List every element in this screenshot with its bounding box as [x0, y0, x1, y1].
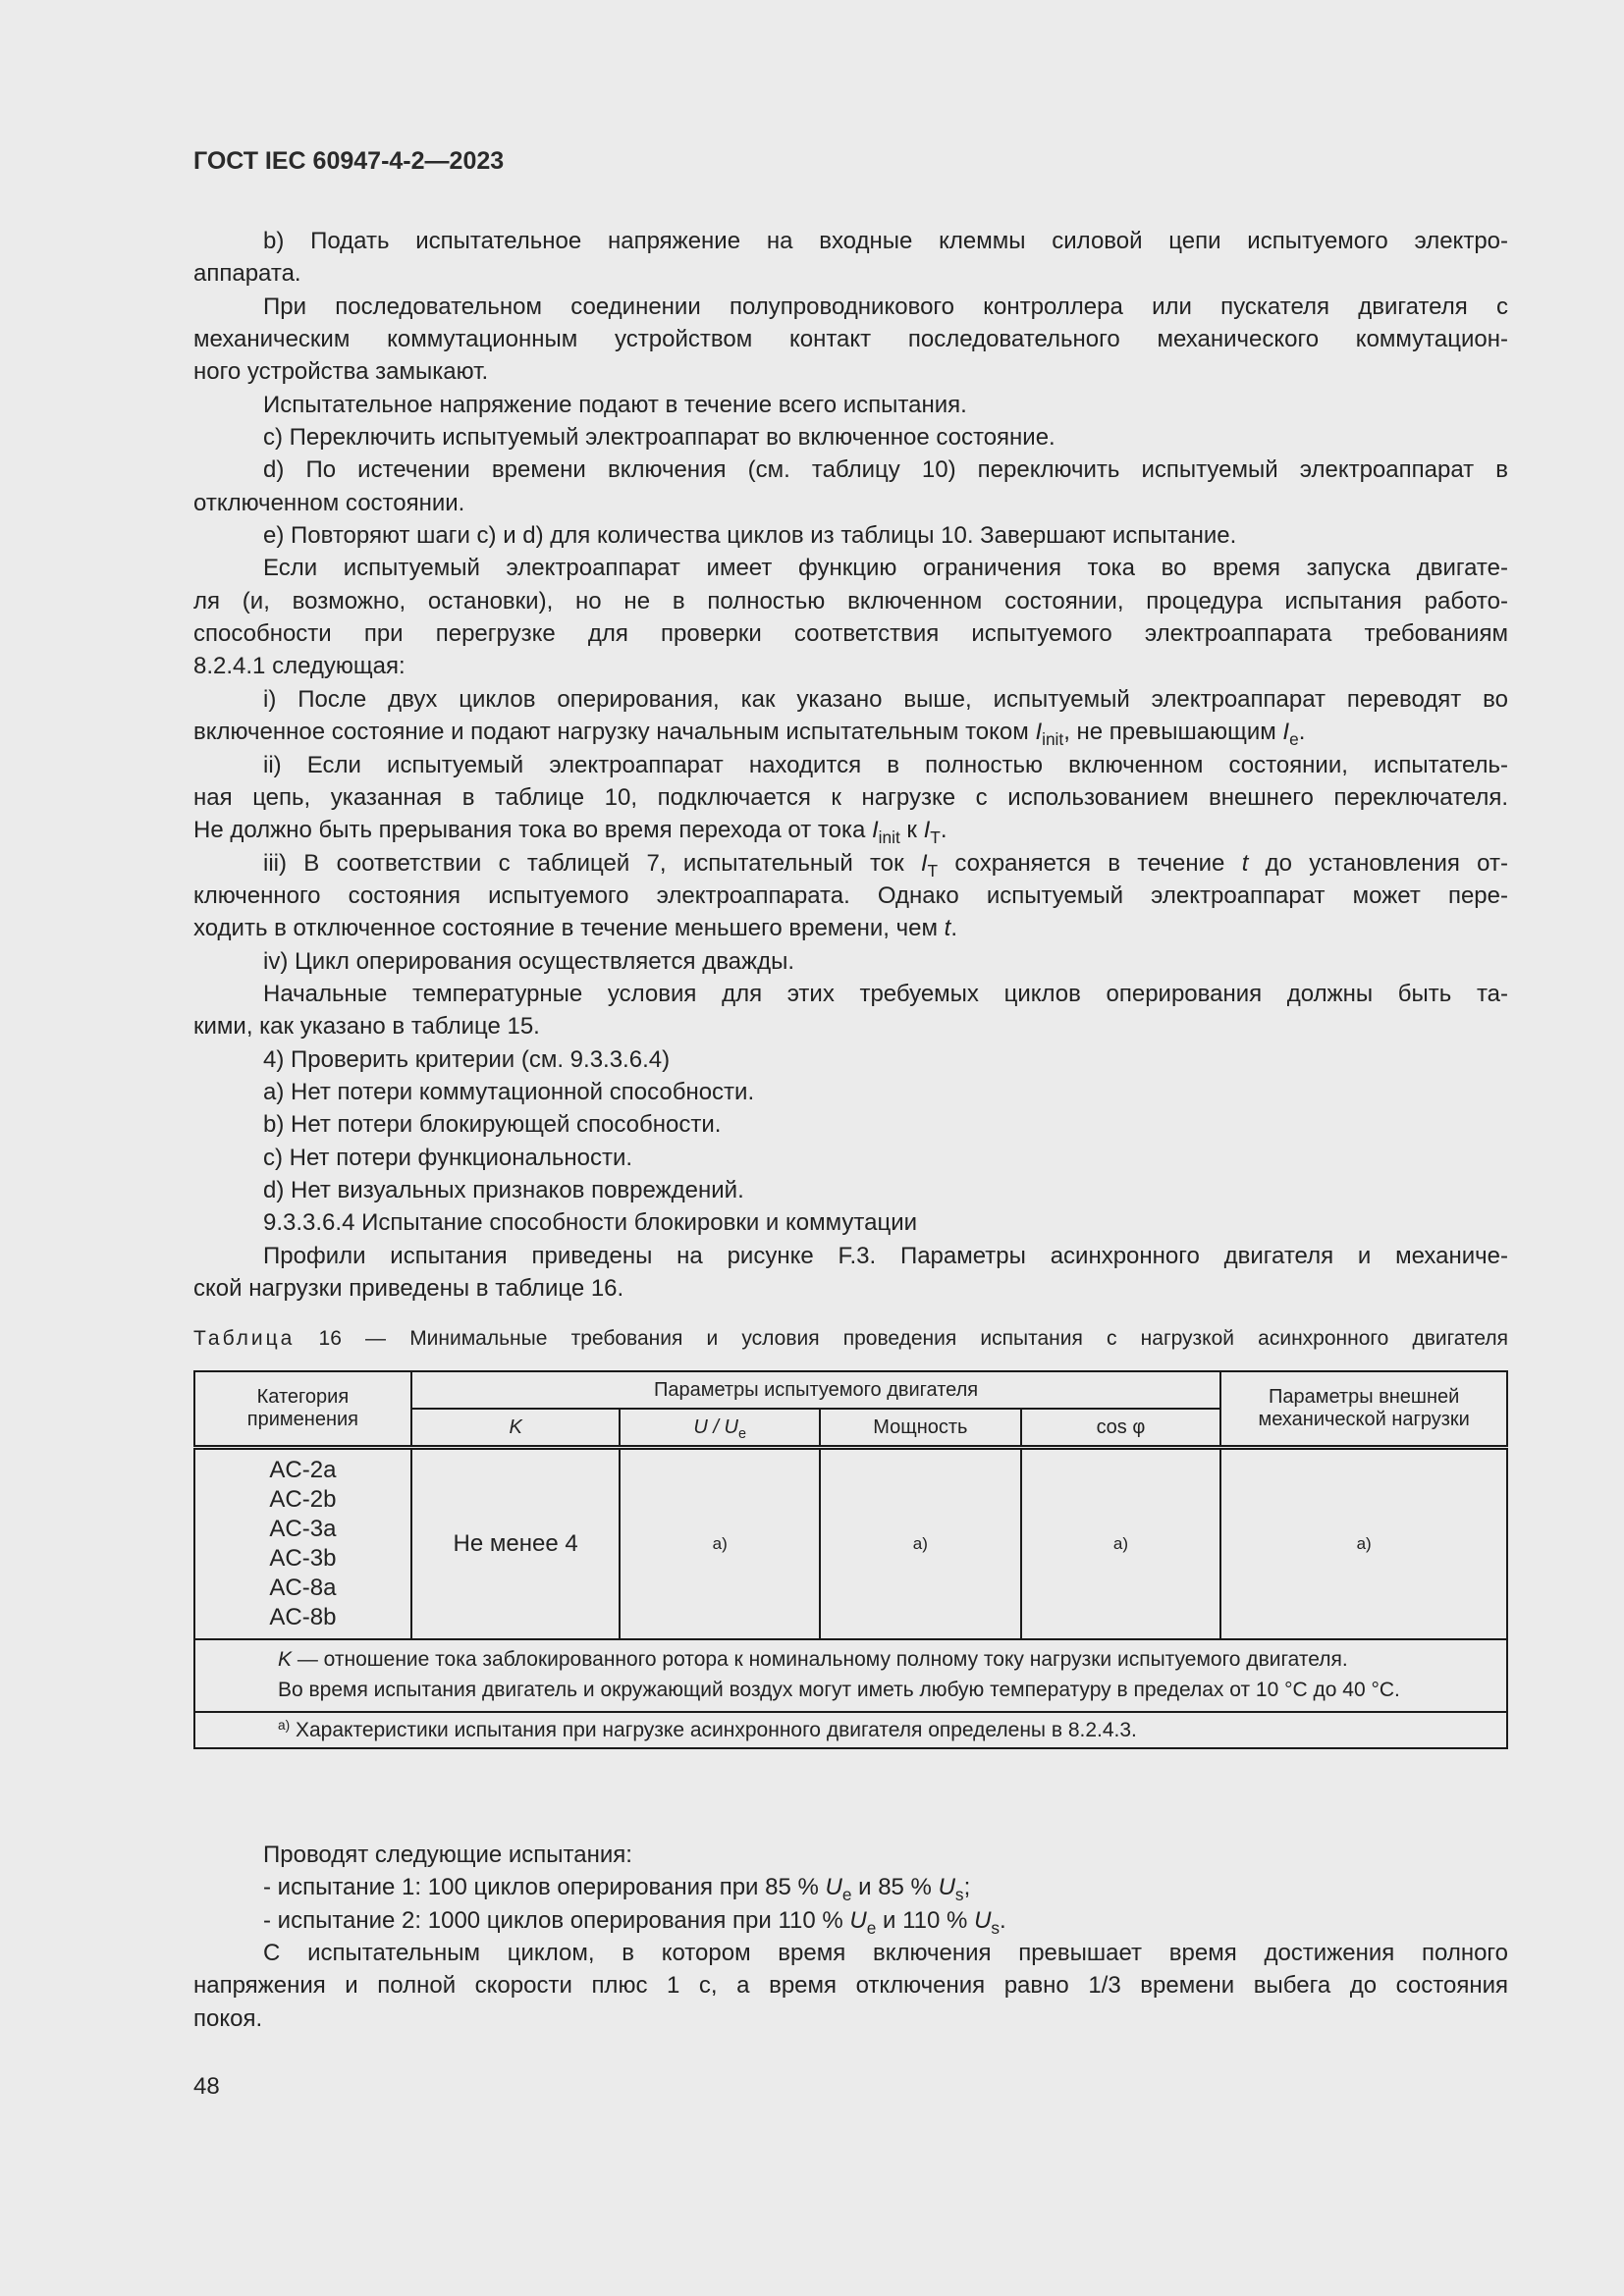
- italic-symbol: I: [1282, 719, 1290, 746]
- text-segment: 8.2.4.1 следующая:: [193, 653, 406, 680]
- text-segment: аппарата.: [193, 260, 301, 288]
- italic-symbol: I: [1035, 719, 1043, 746]
- text-line: [193, 2002, 1508, 2035]
- body-text: [193, 225, 1508, 1305]
- italic-symbol: t: [1241, 849, 1249, 877]
- table-caption: [193, 1327, 1508, 1351]
- subscript: T: [930, 828, 941, 847]
- text-line: [193, 1043, 1508, 1076]
- text-line: [193, 323, 1508, 355]
- text-segment: При последовательном соединении полупроводникового контроллера или пускателя двигателя с: [263, 293, 1508, 320]
- subscript: init: [1042, 729, 1064, 749]
- header-u-sub: e: [737, 1425, 746, 1442]
- text-segment: c) Нет потери функциональности.: [263, 1144, 633, 1171]
- text-line: [193, 454, 1508, 486]
- text-line: [193, 945, 1508, 978]
- text-segment: .: [1000, 1906, 1006, 1934]
- footnote-mark: a): [278, 1718, 291, 1734]
- category-item: AC-8b: [269, 1604, 337, 1630]
- text-segment: iv) Цикл оперирования осуществляется дважды.: [263, 947, 794, 975]
- text-segment: кими, как указано в таблице 15.: [193, 1013, 540, 1041]
- text-segment: ная цепь, указанная в таблице 10, подключается к нагрузке с использованием внешнего переключателя.: [193, 783, 1508, 811]
- text-line: [193, 552, 1508, 584]
- text-segment: , не превышающим: [1063, 719, 1283, 746]
- text-line: [193, 683, 1508, 716]
- subscript: init: [878, 828, 900, 847]
- text-segment: .: [950, 915, 958, 942]
- italic-symbol: U: [938, 1874, 955, 1901]
- text-segment: 4) Проверить критерии (см. 9.3.3.6.4): [263, 1045, 671, 1073]
- text-segment: включенное состояние и подают нагрузку начальным испытательным током: [193, 719, 1036, 746]
- subscript: s: [954, 1885, 964, 1904]
- page-number: 48: [193, 2073, 220, 2100]
- text-line: [193, 978, 1508, 1010]
- text-line: [193, 1108, 1508, 1141]
- text-segment: Не должно быть прерывания тока во время перехода от тока: [193, 817, 872, 844]
- text-line: [193, 355, 1508, 388]
- text-line: [193, 814, 1508, 846]
- text-segment: ключенного состояния испытуемого электроаппарата. Однако испытуемый электроаппарат может пере-: [193, 881, 1508, 909]
- table-caption-label: Таблица: [193, 1327, 296, 1350]
- text-line: [193, 1969, 1508, 2002]
- text-line: [193, 617, 1508, 650]
- text-line: [193, 847, 1508, 880]
- text-segment: напряжения и полной скорости плюс 1 с, а время отключения равно 1/3 времени выбега до состояния: [193, 1972, 1508, 2000]
- table-footnote: [194, 1712, 1507, 1748]
- text-segment: С испытательным циклом, в котором время включения превышает время достижения полного: [263, 1940, 1508, 1967]
- text-segment: b) Подать испытательное напряжение на входные клеммы силовой цепи испытуемого электро-: [263, 228, 1508, 254]
- header-motor-params: Параметры испытуемого двигателя: [411, 1371, 1220, 1409]
- text-segment: i) После двух циклов оперирования, как указано выше, испытуемый электроаппарат переводят во: [263, 685, 1508, 713]
- text-segment: отключенном состоянии.: [193, 489, 465, 516]
- subscript: e: [841, 1885, 852, 1904]
- text-line: [193, 1142, 1508, 1174]
- text-line: [193, 1174, 1508, 1206]
- header-u-text: U / U: [693, 1415, 738, 1438]
- table-notes: [194, 1639, 1507, 1712]
- table-16: [193, 1370, 1508, 1749]
- category-item: AC-2a: [269, 1457, 337, 1483]
- header-power: Мощность: [820, 1409, 1021, 1448]
- text-segment: механическим коммутационным устройством контакт последовательного механического коммутацион-: [193, 326, 1508, 353]
- text-segment: ii) Если испытуемый электроаппарат находится в полностью включенном состоянии, испытатель-: [263, 751, 1508, 778]
- text-segment: b) Нет потери блокирующей способности.: [263, 1111, 722, 1139]
- italic-symbol: U: [974, 1906, 992, 1934]
- text-line: [193, 257, 1508, 290]
- category-item: AC-3b: [269, 1545, 337, 1572]
- text-segment: .: [1298, 719, 1306, 746]
- text-line: [193, 585, 1508, 617]
- subscript: e: [1289, 729, 1299, 749]
- text-line: [193, 1272, 1508, 1305]
- text-segment: .: [940, 817, 947, 844]
- text-segment: ской нагрузки приведены в таблице 16.: [193, 1275, 624, 1302]
- text-line: [193, 912, 1508, 944]
- text-segment: ля (и, возможно, остановки), но не в полностью включенном состоянии, процедура испытания работо-: [193, 587, 1508, 614]
- subscript: s: [991, 1917, 1001, 1938]
- text-segment: iii) В соответствии с таблицей 7, испытательный ток: [263, 849, 921, 877]
- u-value: a): [620, 1448, 820, 1640]
- text-line: [193, 1240, 1508, 1272]
- text-segment: e) Повторяют шаги c) и d) для количества циклов из таблицы 10. Завершают испытание.: [263, 522, 1237, 550]
- text-segment: - испытание 1: 100 циклов оперирования при 85 %: [263, 1874, 826, 1901]
- category-item: AC-2b: [269, 1486, 337, 1513]
- text-segment: Проводят следующие испытания:: [263, 1842, 632, 1868]
- text-segment: ;: [963, 1874, 971, 1901]
- text-segment: d) По истечении времени включения (см. таблицу 10) переключить испытуемый электроаппарат в: [263, 456, 1508, 484]
- note-temperature: Во время испытания двигатель и окружающий воздух могут иметь любую температуру в пределах от 10 °C до 40 °C.: [278, 1679, 1400, 1701]
- text-line: [193, 1206, 1508, 1239]
- text-line: [193, 1010, 1508, 1042]
- text-line: [193, 1871, 1508, 1903]
- text-line: [193, 225, 1508, 257]
- text-segment: - испытание 2: 1000 циклов оперирования при 110 %: [263, 1906, 850, 1934]
- text-line: [193, 389, 1508, 421]
- italic-symbol: I: [872, 817, 879, 844]
- power-value: a): [820, 1448, 1021, 1640]
- text-segment: способности при перегрузке для проверки соответствия испытуемого электроаппарата требованиям: [193, 620, 1508, 648]
- subscript: T: [927, 860, 939, 880]
- text-line: [193, 650, 1508, 682]
- text-segment: ного устройства замыкают.: [193, 358, 489, 386]
- subscript: e: [866, 1917, 877, 1938]
- cos-value: a): [1021, 1448, 1221, 1640]
- category-list: [194, 1448, 411, 1640]
- footnote-text: Характеристики испытания при нагрузке асинхронного двигателя определены в 8.2.4.3.: [290, 1719, 1137, 1741]
- document-header: ГОСТ IEC 60947-4-2—2023: [193, 147, 505, 175]
- header-external-load: Параметры внешней механической нагрузки: [1220, 1371, 1507, 1448]
- text-line: [193, 421, 1508, 454]
- header-cos-phi: cos φ: [1021, 1409, 1221, 1448]
- text-segment: Если испытуемый электроаппарат имеет функцию ограничения тока во время запуска двигате-: [263, 555, 1508, 582]
- text-segment: покоя.: [193, 2004, 263, 2032]
- text-line: [193, 487, 1508, 519]
- text-segment: d) Нет визуальных признаков повреждений.: [263, 1176, 744, 1203]
- text-segment: Профили испытания приведены на рисунке F.3. Параметры асинхронного двигателя и механиче-: [263, 1242, 1508, 1269]
- italic-symbol: t: [944, 915, 951, 942]
- text-segment: Испытательное напряжение подают в течение всего испытания.: [263, 391, 967, 418]
- text-line: [193, 1937, 1508, 1969]
- text-segment: к: [899, 817, 924, 844]
- text-segment: c) Переключить испытуемый электроаппарат во включенное состояние.: [263, 424, 1056, 452]
- header-u-ue: [620, 1409, 820, 1448]
- table-caption-text: 16 — Минимальные требования и условия проведения испытания с нагрузкой асинхронного двигателя: [318, 1327, 1508, 1350]
- text-line: [193, 716, 1508, 748]
- category-item: AC-8a: [269, 1575, 337, 1601]
- italic-symbol: I: [920, 849, 928, 877]
- text-segment: сохраняется в течение: [938, 849, 1242, 877]
- text-segment: 9.3.3.6.4 Испытание способности блокировки и коммутации: [263, 1209, 917, 1237]
- text-line: [193, 781, 1508, 814]
- text-segment: до установления от-: [1248, 849, 1508, 877]
- italic-symbol: I: [923, 817, 931, 844]
- category-item: AC-3a: [269, 1516, 337, 1542]
- text-line: [193, 1904, 1508, 1937]
- text-line: [193, 880, 1508, 912]
- text-segment: и 85 %: [851, 1874, 939, 1901]
- note-k-symbol: K: [278, 1648, 293, 1671]
- text-segment: и 110 %: [876, 1906, 975, 1934]
- header-k: K: [411, 1409, 621, 1448]
- italic-symbol: U: [849, 1906, 867, 1934]
- italic-symbol: U: [825, 1874, 842, 1901]
- footnote-line: [209, 1715, 1492, 1745]
- header-category: Категория применения: [194, 1371, 411, 1448]
- text-line: [193, 1839, 1508, 1871]
- note-k-text: — отношение тока заблокированного ротора к номинальному полному току нагрузки испытуемого двигателя.: [292, 1648, 1348, 1671]
- note-k: [209, 1644, 1492, 1675]
- k-value: Не менее 4: [411, 1448, 621, 1640]
- text-line: [193, 519, 1508, 552]
- text-line: [193, 1076, 1508, 1108]
- text-segment: ходить в отключенное состояние в течение меньшего времени, чем: [193, 915, 945, 942]
- text-line: [193, 749, 1508, 781]
- text-segment: Начальные температурные условия для этих требуемых циклов оперирования должны быть та-: [263, 980, 1508, 1007]
- after-table-text: [193, 1839, 1508, 2035]
- text-segment: a) Нет потери коммутационной способности.: [263, 1078, 755, 1105]
- external-value: a): [1220, 1448, 1507, 1640]
- text-line: [193, 291, 1508, 323]
